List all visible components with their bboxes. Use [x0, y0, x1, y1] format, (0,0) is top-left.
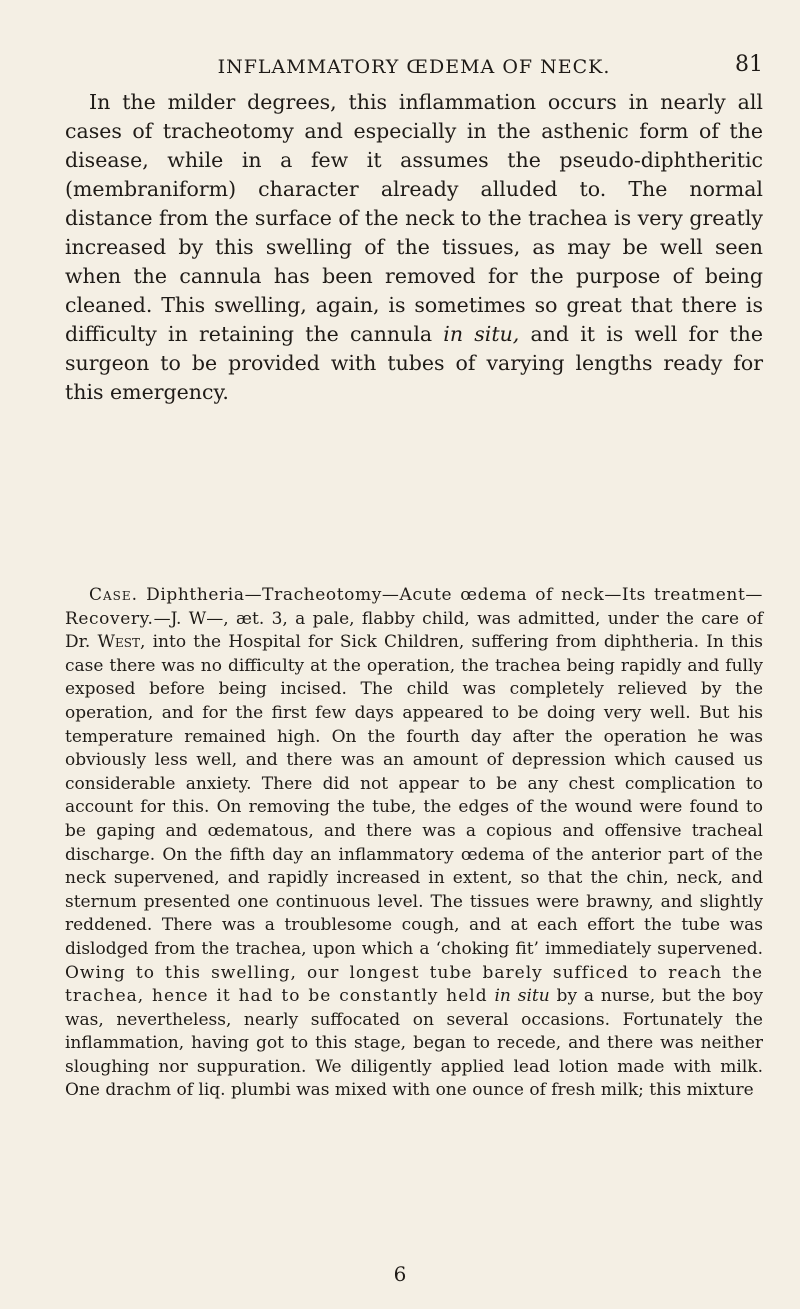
italic-phrase-2: in situ — [494, 986, 550, 1007]
signature-mark: 6 — [393, 1262, 407, 1286]
spaced-text: Owing to this swelling, our longest tube barely sufficed to reach the trachea, hence it had to be constantly held — [65, 962, 763, 1007]
case-text-2: , into the Hospital for Sick Children, suffering from diphtheria. In this case there was no difficulty at the operation, the trachea being rapidly and fully exposed before being incised. The child was completely relieved by the operation, and for the first few days appeared to be doing very well. But his temperature remained high. On the fourth day after the operation he was obviously less well, and there was an amount of depression which caused us considerable anxiety. There did not appear to be any chest complication to account for this. On removing the tube, the edges of the wound were found to be gaping and œdematous, and there was a copious and offensive tracheal discharge. On the fifth day an inflammatory œdema of the anterior part of the neck supervened, and rapidly increased in extent, so that the chin, neck, and sternum presented one continuous level. The tissues were brawny, and slightly reddened. There was a troublesome cough, and at each effort the tube was dislodged from the trachea, upon which a ‘choking fit’ immediately supervened. — [65, 632, 763, 959]
page-header — [65, 52, 763, 82]
case-text: —J. W—, æt. 3, a pale, flabby child, was admitted, under the care of Dr. — [65, 608, 763, 653]
body-paragraph — [65, 88, 763, 407]
doctor-name: West — [97, 632, 140, 653]
page-number: 81 — [735, 52, 763, 77]
case-heading: Diphtheria—Tracheotomy—Acute œdema of neck—Its treatment—Recovery. — [65, 585, 763, 629]
italic-phrase: in situ, — [443, 322, 520, 346]
paragraph-text-end: and it is well for the surgeon to be provided with tubes of varying lengths ready for this emergency. — [65, 322, 763, 404]
case-label: Case. — [89, 585, 139, 605]
paragraph-text: In the milder degrees, this inflammation occurs in nearly all cases of tracheotomy and especially in the asthenic form of the disease, while in a few it assumes the pseudo-diphtheritic (membraniform) character already alluded to. The normal distance from the surface of the neck to the trachea is very greatly increased by this swelling of the tissues, as may be well seen when the cannula has been removed for the purpose of being cleaned. This swelling, again, is sometimes so great that there is difficulty in retaining the cannula — [65, 90, 763, 346]
case-report — [65, 584, 763, 1103]
running-title: INFLAMMATORY ŒDEMA OF NECK. — [217, 56, 611, 78]
case-text-4: by a nurse, but the boy was, nevertheless, nearly suffocated on several occasions. Fortunately the inflammation, having got to this stage, began to recede, and there was neither sloughing nor suppuration. We diligently applied lead lotion made with milk. One drachm of liq. plumbi was mixed with one ounce of fresh milk; this mixture — [65, 986, 763, 1101]
